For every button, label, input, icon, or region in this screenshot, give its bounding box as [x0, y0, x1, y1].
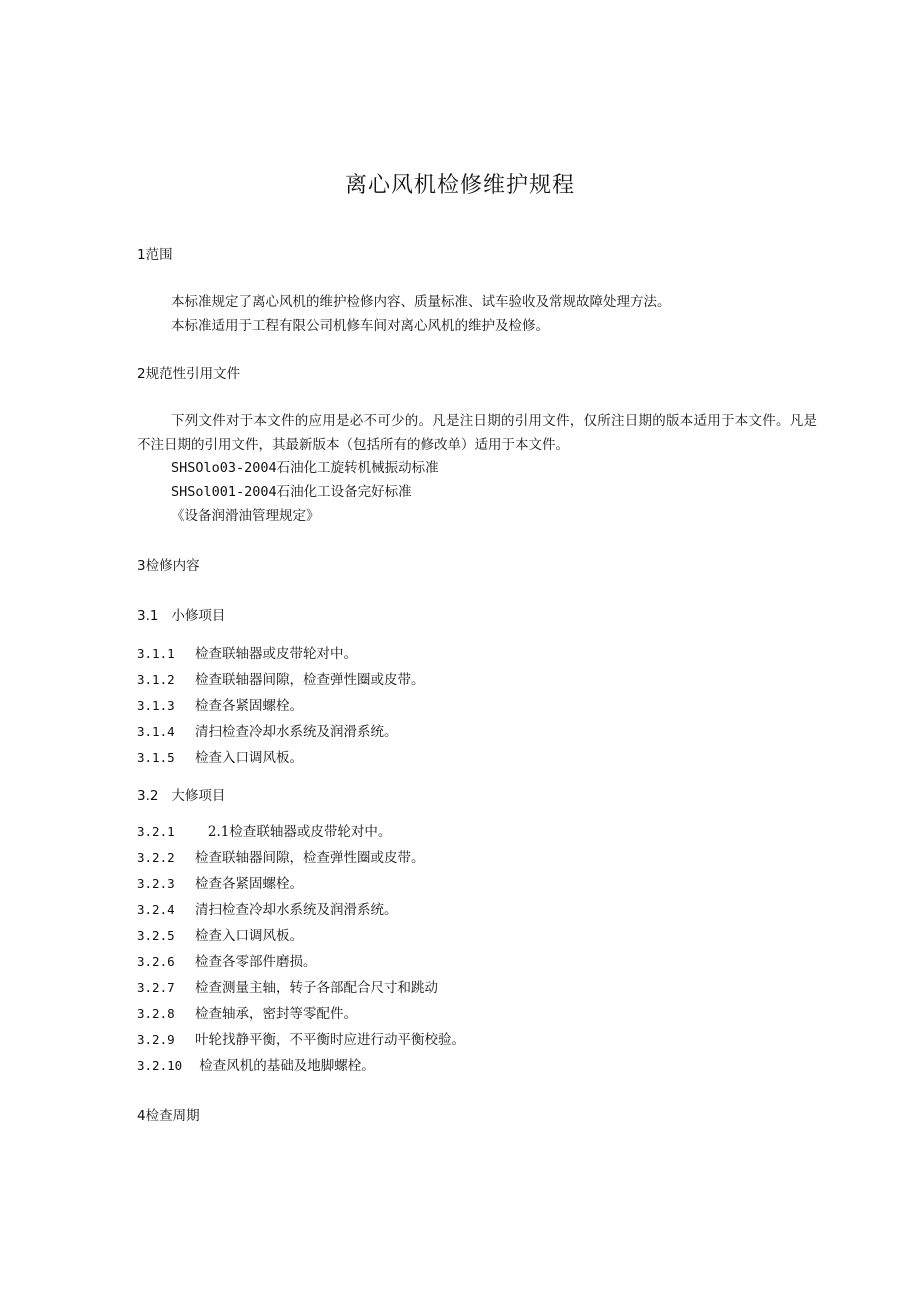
- list-item: 3.2.5 检查入口调风板。: [137, 928, 303, 944]
- references-paragraph: 下列文件对于本文件的应用是必不可少的。凡是注日期的引用文件，仅所注日期的版本适用于本文件。凡是不注日期的引用文件，其最新版本（包括所有的修改单）适用于本文件。: [137, 413, 817, 453]
- list-item: 3.2.8 检查轴承，密封等零配件。: [137, 1006, 357, 1022]
- list-item: 3.2.2 检查联轴器间隙，检查弹性圈或皮带。: [137, 850, 425, 866]
- reference-item: [171, 458, 439, 478]
- section-heading-references: 2规范性引用文件: [137, 366, 241, 382]
- subsection-heading-minor-repair: 3.1 小修项目: [137, 608, 226, 624]
- list-item: 3.2.9 叶轮找静平衡，不平衡时应进行动平衡校验。: [137, 1032, 465, 1048]
- section-heading-inspection-cycle: 4检查周期: [137, 1108, 200, 1124]
- list-item: 3.2.4 清扫检查冷却水系统及润滑系统。: [137, 902, 398, 918]
- reference-item: [171, 482, 412, 502]
- list-item: 3.2.3 检查各紧固螺栓。: [137, 876, 303, 892]
- scope-paragraph-2: 本标准适用于工程有限公司机修车间对离心风机的维护及检修。: [171, 318, 549, 334]
- list-item: 3.2.1 2.1检查联轴器或皮带轮对中。: [137, 824, 392, 840]
- reference-code: SHSOlo03-2004: [171, 460, 277, 476]
- scope-paragraph-1: 本标准规定了离心风机的维护检修内容、质量标准、试车验收及常规故障处理方法。: [171, 294, 671, 310]
- list-item: 3.2.6 检查各零部件磨损。: [137, 954, 317, 970]
- list-item: 3.2.10 检查风机的基础及地脚螺栓。: [137, 1058, 375, 1074]
- section-heading-maintenance-content: 3检修内容: [137, 558, 200, 574]
- list-item: 3.1.3 检查各紧固螺栓。: [137, 698, 303, 714]
- reference-title: 石油化工设备完好标准: [276, 484, 412, 500]
- section-heading-scope: 1范围: [137, 247, 173, 263]
- list-item: 3.1.4 清扫检查冷却水系统及润滑系统。: [137, 724, 398, 740]
- reference-title: 石油化工旋转机械振动标准: [276, 460, 439, 476]
- list-item: 3.1.1 检查联轴器或皮带轮对中。: [137, 646, 357, 662]
- list-item: 3.2.7 检查测量主轴，转子各部配合尺寸和跳动: [137, 980, 438, 996]
- reference-code: SHSol001-2004: [171, 484, 277, 500]
- subsection-heading-major-repair: 3.2 大修项目: [137, 788, 226, 804]
- reference-title: 《设备润滑油管理规定》: [171, 508, 320, 524]
- list-item: 3.1.5 检查入口调风板。: [137, 750, 303, 766]
- reference-item: [171, 506, 320, 526]
- document-title: 离心风机检修维护规程: [344, 173, 575, 198]
- list-item: 3.1.2 检查联轴器间隙，检查弹性圈或皮带。: [137, 672, 425, 688]
